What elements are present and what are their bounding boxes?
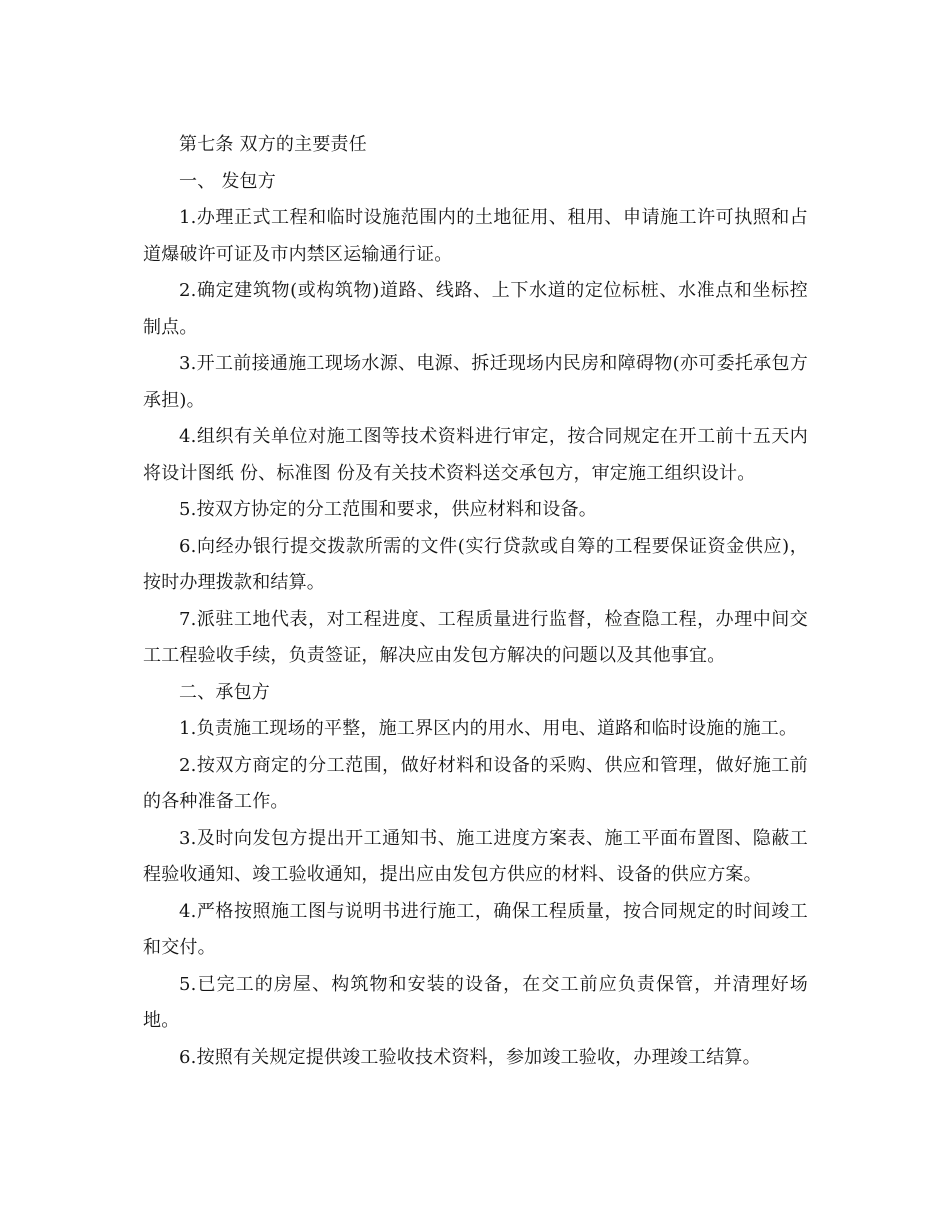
contractor-clause-2: 2.按双方商定的分工范围，做好材料和设备的采购、供应和管理，做好施工前的各种准备工作。 bbox=[143, 754, 808, 812]
contractor-clause-5: 5.已完工的房屋、构筑物和安装的设备，在交工前应负责保管，并清理好场地。 bbox=[143, 973, 808, 1031]
employer-clause-6: 6.向经办银行提交拨款所需的文件(实行贷款或自筹的工程要保证资金供应)，按时办理拨款和结算。 bbox=[143, 535, 808, 593]
employer-clause-7: 7.派驻工地代表，对工程进度、工程质量进行监督，检查隐工程，办理中间交工工程验收手续，负责签证，解决应由发包方解决的问题以及其他事宜。 bbox=[143, 608, 808, 666]
contractor-clause-3: 3.及时向发包方提出开工通知书、施工进度方案表、施工平面布置图、隐蔽工程验收通知、竣工验收通知，提出应由发包方供应的材料、设备的供应方案。 bbox=[143, 827, 808, 885]
employer-clause-2: 2.确定建筑物(或构筑物)道路、线路、上下水道的定位标桩、水准点和坐标控制点。 bbox=[143, 280, 808, 338]
employer-clause-5: 5.按双方协定的分工范围和要求，供应材料和设备。 bbox=[179, 499, 597, 520]
section-heading-contractor: 二、承包方 bbox=[179, 681, 270, 703]
document-body bbox=[143, 127, 808, 1076]
contractor-clause-4: 4.严格按照施工图与说明书进行施工，确保工程质量，按合同规定的时间竣工和交付。 bbox=[143, 900, 808, 958]
article-title: 第七条 双方的主要责任 bbox=[179, 134, 367, 155]
employer-clause-3: 3.开工前接通施工现场水源、电源、拆迁现场内民房和障碍物(亦可委托承包方承担)。 bbox=[143, 353, 808, 411]
section-heading-employer: 一、 发包方 bbox=[179, 170, 276, 192]
contractor-clause-1: 1.负责施工现场的平整，施工界区内的用水、用电、道路和临时设施的施工。 bbox=[179, 718, 798, 739]
contractor-clause-6: 6.按照有关规定提供竣工验收技术资料，参加竣工验收，办理竣工结算。 bbox=[179, 1046, 761, 1068]
employer-clause-4: 4.组织有关单位对施工图等技术资料进行审定，按合同规定在开工前十五天内将设计图纸 份、标准图 份及有关技术资料送交承包方，审定施工组织设计。 bbox=[143, 426, 808, 484]
employer-clause-1: 1.办理正式工程和临时设施范围内的土地征用、租用、申请施工许可执照和占道爆破许可证及市内禁区运输通行证。 bbox=[143, 207, 808, 265]
